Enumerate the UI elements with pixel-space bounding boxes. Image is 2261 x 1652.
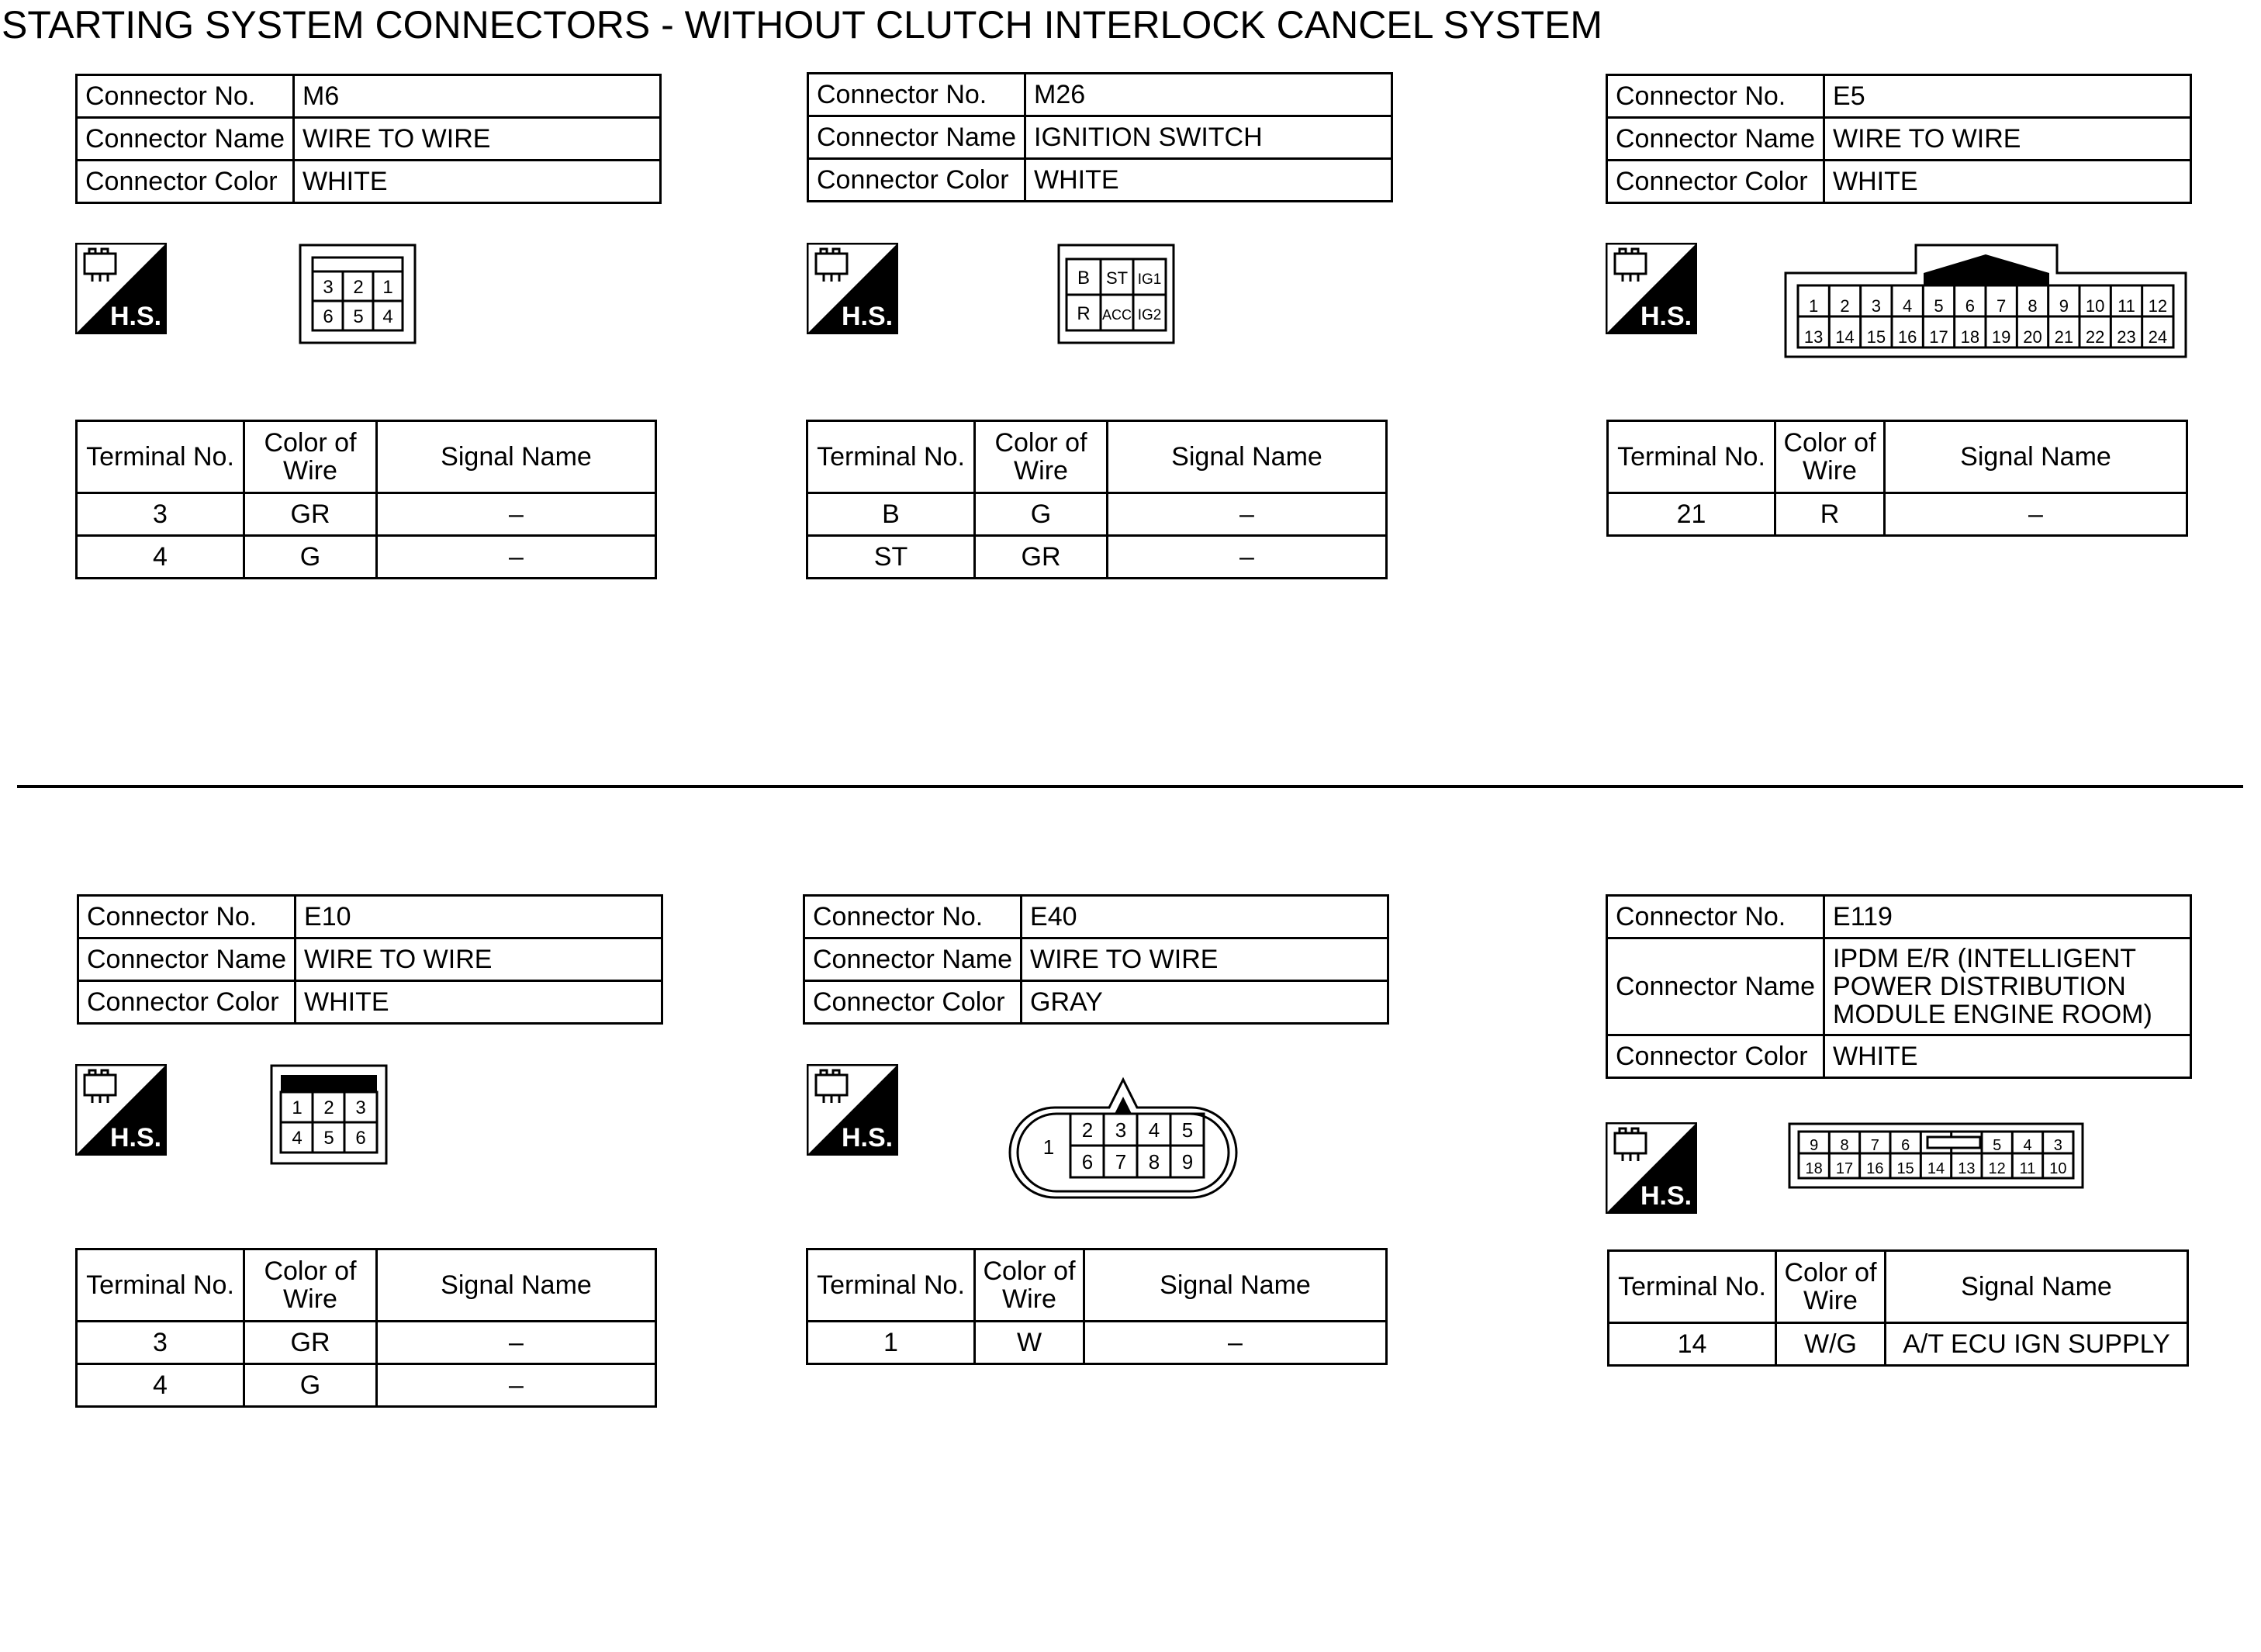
connector-color-value: WHITE [296, 981, 662, 1024]
hs-label: H.S. [841, 1123, 894, 1153]
connector-no-label: Connector No. [78, 896, 296, 938]
pin-label: 4 [2023, 1137, 2032, 1154]
terminal-cell: 14 [1609, 1323, 1776, 1366]
connector-color-value: GRAY [1022, 981, 1388, 1024]
connector-no-label: Connector No. [1607, 896, 1824, 938]
connector-name-value: WIRE TO WIRE [296, 938, 662, 981]
wire-color-cell: GR [975, 536, 1108, 579]
wire-color-header: Color of Wire [1776, 1251, 1886, 1323]
terminal-no-header: Terminal No. [77, 421, 244, 493]
pin-label: 1 [1809, 296, 1819, 316]
pin-label: 17 [1929, 327, 1948, 347]
connector-name-value: WIRE TO WIRE [294, 118, 661, 161]
pin-label: 5 [353, 306, 364, 327]
pin-label: 10 [2049, 1160, 2067, 1177]
connector-name-label: Connector Name [808, 116, 1025, 159]
connector-color-value: WHITE [1025, 159, 1392, 202]
connector-face-e40 [1008, 1063, 1241, 1203]
connector-color-value: WHITE [1824, 161, 2191, 203]
connector-name-label: Connector Name [78, 938, 296, 981]
terminal-no-header: Terminal No. [807, 421, 975, 493]
terminal-no-header: Terminal No. [77, 1249, 244, 1322]
terminal-cell: B [807, 493, 975, 536]
connector-color-label: Connector Color [1607, 1035, 1824, 1078]
pin-label: 3 [1115, 1118, 1127, 1142]
terminal-table-e40 [806, 1248, 1395, 1365]
connector-face-m26 [1057, 244, 1175, 348]
pin-label: 11 [2019, 1160, 2036, 1177]
pin-label: 5 [1181, 1118, 1194, 1142]
terminal-cell: 1 [807, 1322, 975, 1364]
hs-label: H.S. [1640, 1181, 1692, 1211]
pin-label: 13 [1958, 1160, 1976, 1177]
connector-face-e119 [1788, 1122, 2084, 1193]
connector-no-value: E5 [1824, 75, 2191, 118]
page-title: STARTING SYSTEM CONNECTORS - WITHOUT CLUTCH INTERLOCK CANCEL SYSTEM [2, 3, 1603, 47]
harness-side-icon [807, 243, 898, 334]
pin-label: 2 [323, 1097, 334, 1118]
pin-label: 3 [355, 1097, 366, 1118]
table-row [77, 493, 656, 536]
terminal-no-header: Terminal No. [1608, 421, 1775, 493]
connector-no-value: M26 [1025, 74, 1392, 116]
connector-no-value: E10 [296, 896, 662, 938]
pin-label: 15 [1896, 1160, 1914, 1177]
pin-label: 14 [1927, 1160, 1945, 1177]
pin-label: 13 [1803, 327, 1824, 347]
table-row [1609, 1323, 2188, 1366]
pin-label: 6 [355, 1128, 366, 1149]
signal-cell: – [377, 1364, 656, 1407]
table-row [1608, 493, 2187, 536]
harness-side-icon [1606, 243, 1697, 334]
connector-info-table [803, 894, 1389, 1025]
pin-label: 6 [1901, 1137, 1910, 1154]
wire-color-header: Color of Wire [244, 421, 377, 493]
harness-side-icon [1606, 1122, 1697, 1214]
connector-name-label: Connector Name [1607, 118, 1824, 161]
pin-label: 4 [292, 1128, 303, 1149]
pin-label: ST [1105, 268, 1129, 288]
pin-label: 10 [2085, 296, 2105, 316]
connector-info-table [77, 894, 663, 1025]
connector-info-table [75, 74, 662, 204]
terminal-table-e5 [1606, 420, 2196, 537]
pin-label: 3 [323, 277, 334, 298]
terminal-cell: 3 [77, 493, 244, 536]
hs-label: H.S. [109, 302, 162, 331]
pin-label: 5 [1934, 296, 1944, 316]
hs-label: H.S. [109, 1123, 162, 1153]
terminal-table-e119 [1607, 1249, 2197, 1367]
pin-label: 21 [2054, 327, 2074, 347]
terminal-no-header: Terminal No. [1609, 1251, 1776, 1323]
connector-face-e10 [270, 1064, 388, 1169]
pin-label: 4 [1903, 296, 1913, 316]
connector-name-value: IPDM E/R (INTELLIGENT POWER DISTRIBUTION MODULE ENGINE ROOM) [1824, 938, 2191, 1035]
harness-side-icon [75, 1064, 167, 1156]
table-row [807, 1322, 1387, 1364]
connector-color-label: Connector Color [804, 981, 1022, 1024]
pin-label: IG1 [1137, 271, 1162, 288]
connector-info-table [807, 72, 1393, 202]
pin-label: 8 [1840, 1137, 1849, 1154]
pin-label: 18 [1960, 327, 1980, 347]
signal-cell: – [1108, 536, 1387, 579]
connector-info-table [1606, 894, 2192, 1079]
pin-label: 14 [1835, 327, 1855, 347]
terminal-cell: 4 [77, 536, 244, 579]
pin-label: 1 [292, 1097, 303, 1118]
signal-cell: – [377, 1322, 656, 1364]
connector-no-label: Connector No. [804, 896, 1022, 938]
terminal-cell: 3 [77, 1322, 244, 1364]
connector-block-m6 [75, 74, 665, 204]
connector-block-m26 [807, 72, 1396, 202]
wire-color-cell: G [975, 493, 1108, 536]
table-row [77, 1364, 656, 1407]
signal-name-header: Signal Name [377, 421, 656, 493]
signal-cell: – [377, 536, 656, 579]
terminal-table-m6 [75, 420, 665, 579]
pin-label: 2 [1081, 1118, 1094, 1142]
pin-label: B [1077, 268, 1091, 289]
connector-block-e5 [1606, 74, 2195, 204]
pin-label: 6 [1081, 1150, 1094, 1173]
pin-label: 9 [1810, 1137, 1819, 1154]
terminal-cell: 4 [77, 1364, 244, 1407]
signal-cell: – [377, 493, 656, 536]
pin-label: 5 [323, 1128, 334, 1149]
harness-side-icon [75, 243, 167, 334]
connector-name-label: Connector Name [77, 118, 294, 161]
connector-color-label: Connector Color [77, 161, 294, 203]
pin-label: 2 [353, 277, 364, 298]
pin-label: 7 [1997, 296, 2007, 316]
pin-label: 9 [2059, 296, 2069, 316]
connector-no-label: Connector No. [808, 74, 1025, 116]
pin-label: 4 [382, 306, 393, 327]
connector-no-value: M6 [294, 75, 661, 118]
wire-color-cell: GR [244, 1322, 377, 1364]
pin-label: 2 [1840, 296, 1850, 316]
terminal-table-m26 [806, 420, 1395, 579]
terminal-cell: ST [807, 536, 975, 579]
table-row [807, 493, 1387, 536]
pin-label: R [1077, 303, 1091, 324]
pin-label: 15 [1866, 327, 1886, 347]
pin-label: 1 [382, 277, 393, 298]
connector-color-value: WHITE [294, 161, 661, 203]
pin-label: 8 [1148, 1150, 1160, 1173]
pin-label: 23 [2117, 327, 2136, 347]
connector-no-label: Connector No. [1607, 75, 1824, 118]
connector-block-e119 [1606, 894, 2195, 1079]
signal-name-header: Signal Name [1084, 1249, 1387, 1322]
connector-no-value: E119 [1824, 896, 2191, 938]
pin-label: ACC [1101, 307, 1132, 323]
wire-color-cell: W/G [1776, 1323, 1886, 1366]
wire-color-header: Color of Wire [975, 421, 1108, 493]
hs-label: H.S. [841, 302, 894, 331]
signal-cell: – [1084, 1322, 1387, 1364]
wire-color-cell: W [975, 1322, 1084, 1364]
pin-label: 18 [1805, 1160, 1823, 1177]
pin-label: 22 [2085, 327, 2105, 347]
wire-color-cell: G [244, 1364, 377, 1407]
connector-name-label: Connector Name [1607, 938, 1824, 1035]
signal-name-header: Signal Name [1886, 1251, 2188, 1323]
pin-label: 4 [1148, 1118, 1160, 1142]
pin-label: 9 [1181, 1150, 1194, 1173]
table-row [77, 1322, 656, 1364]
section-divider [17, 785, 2243, 788]
pin-label: 12 [2148, 296, 2168, 316]
pin-label: 17 [1835, 1160, 1854, 1177]
connector-color-value: WHITE [1824, 1035, 2191, 1078]
terminal-table-e10 [75, 1248, 665, 1408]
pin-label: 24 [2148, 327, 2168, 347]
terminal-cell: 21 [1608, 493, 1775, 536]
pin-label: 6 [1965, 296, 1975, 316]
pin-label: 8 [2028, 296, 2038, 316]
wire-color-header: Color of Wire [244, 1249, 377, 1322]
connector-block-e10 [77, 894, 666, 1025]
connector-color-label: Connector Color [1607, 161, 1824, 203]
harness-side-icon [807, 1064, 898, 1156]
signal-name-header: Signal Name [377, 1249, 656, 1322]
connector-name-value: IGNITION SWITCH [1025, 116, 1392, 159]
connector-color-label: Connector Color [78, 981, 296, 1024]
connector-name-value: WIRE TO WIRE [1824, 118, 2191, 161]
pin-label: 11 [2118, 296, 2135, 316]
pin-label: 16 [1866, 1160, 1884, 1177]
hs-label: H.S. [1640, 302, 1692, 331]
pin-label: 19 [1991, 327, 2011, 347]
table-row [77, 536, 656, 579]
pin-label: 7 [1115, 1150, 1127, 1173]
signal-name-header: Signal Name [1885, 421, 2187, 493]
connector-name-label: Connector Name [804, 938, 1022, 981]
connector-color-label: Connector Color [808, 159, 1025, 202]
connector-block-e40 [803, 894, 1392, 1025]
pin-label: 3 [1871, 296, 1881, 316]
signal-cell: – [1885, 493, 2187, 536]
pin-label: 3 [2053, 1137, 2062, 1154]
pin-label: 7 [1870, 1137, 1879, 1154]
terminal-no-header: Terminal No. [807, 1249, 975, 1322]
table-row [807, 536, 1387, 579]
connector-face-e5 [1784, 242, 2187, 362]
signal-cell: – [1108, 493, 1387, 536]
wire-color-cell: GR [244, 493, 377, 536]
pin-label: 20 [2023, 327, 2042, 347]
signal-cell: A/T ECU IGN SUPPLY [1886, 1323, 2188, 1366]
pin-label: 1 [1042, 1135, 1055, 1159]
connector-info-table [1606, 74, 2192, 204]
signal-name-header: Signal Name [1108, 421, 1387, 493]
connector-face-m6 [299, 244, 417, 348]
wire-color-cell: R [1775, 493, 1885, 536]
pin-label: 12 [1988, 1160, 2006, 1177]
connector-name-value: WIRE TO WIRE [1022, 938, 1388, 981]
wire-color-cell: G [244, 536, 377, 579]
connector-no-label: Connector No. [77, 75, 294, 118]
wire-color-header: Color of Wire [975, 1249, 1084, 1322]
pin-label: 16 [1897, 327, 1917, 347]
pin-label: 5 [1993, 1137, 2002, 1154]
connector-no-value: E40 [1022, 896, 1388, 938]
pin-label: 6 [323, 306, 334, 327]
pin-label: IG2 [1137, 307, 1162, 323]
wire-color-header: Color of Wire [1775, 421, 1885, 493]
